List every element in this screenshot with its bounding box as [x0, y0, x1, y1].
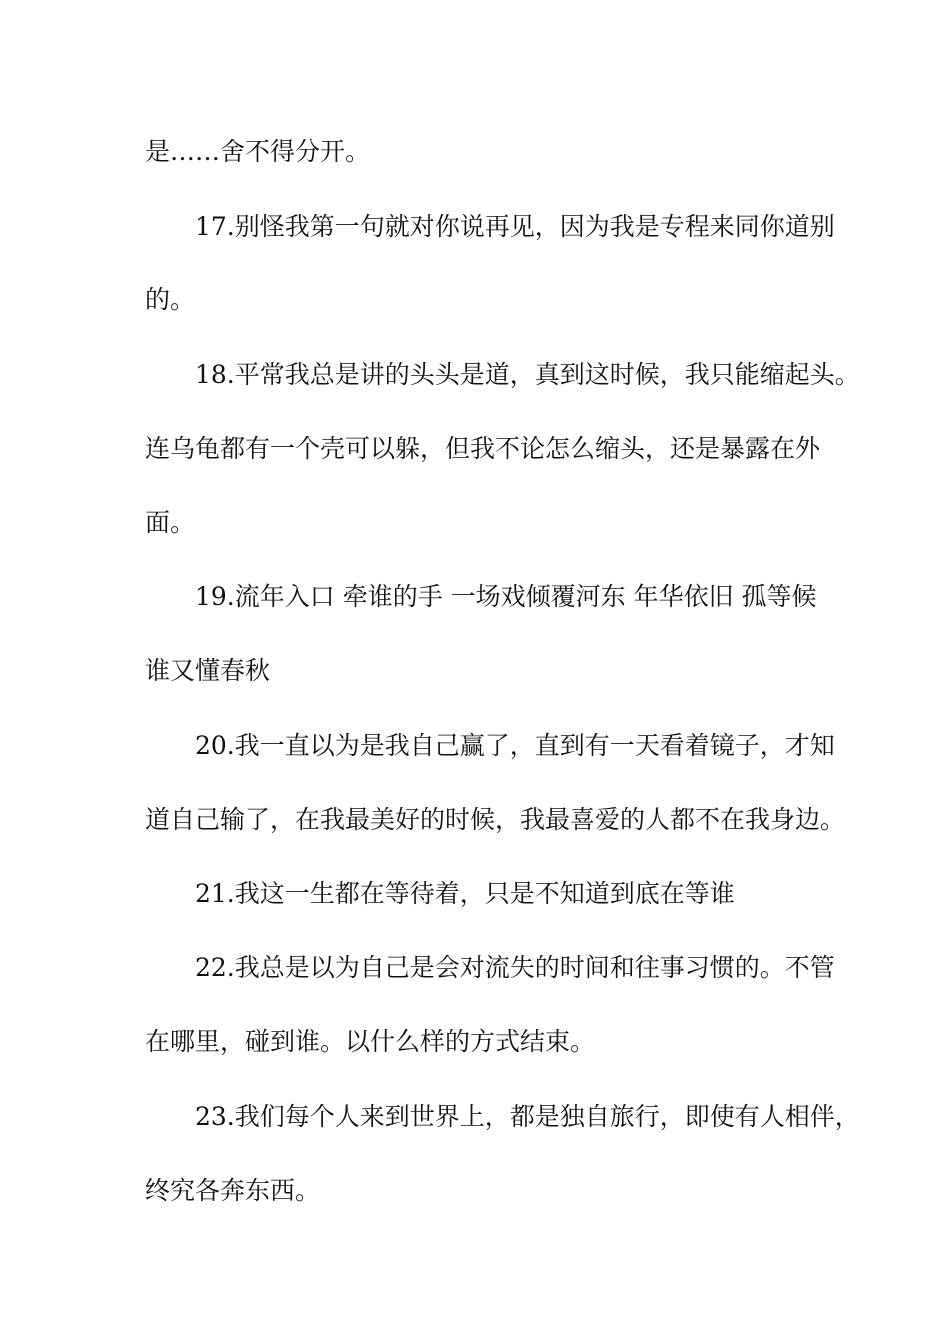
text-line: 终究各奔东西。	[145, 1176, 321, 1205]
text-line: 的。	[145, 285, 196, 314]
text-line: 是……舍不得分开。	[145, 137, 371, 166]
text-line: 23.我们每个人来到世界上，都是独自旅行，即使有人相伴，	[195, 1102, 860, 1131]
text-line: 道自己输了，在我最美好的时候，我最喜爱的人都不在我身边。	[145, 805, 846, 834]
text-line: 17.别怪我第一句就对你说再见，因为我是专程来同你道别	[195, 212, 835, 241]
text-line: 谁又懂春秋	[145, 656, 271, 685]
text-line: 18.平常我总是讲的头头是道，真到这时候，我只能缩起头。	[195, 360, 860, 389]
text-line: 20.我一直以为是我自己赢了，直到有一天看着镜子，才知	[195, 731, 835, 760]
text-line: 22.我总是以为自己是会对流失的时间和往事习惯的。不管	[195, 953, 835, 982]
text-line: 19.流年入口 牵谁的手 一场戏倾覆河东 年华依旧 孤等候	[195, 582, 817, 611]
text-line: 面。	[145, 508, 196, 537]
text-line: 连乌龟都有一个壳可以躲，但我不论怎么缩头，还是暴露在外	[145, 434, 821, 463]
text-line: 在哪里，碰到谁。以什么样的方式结束。	[145, 1027, 596, 1056]
text-line: 21.我这一生都在等待着，只是不知道到底在等谁	[195, 879, 735, 908]
